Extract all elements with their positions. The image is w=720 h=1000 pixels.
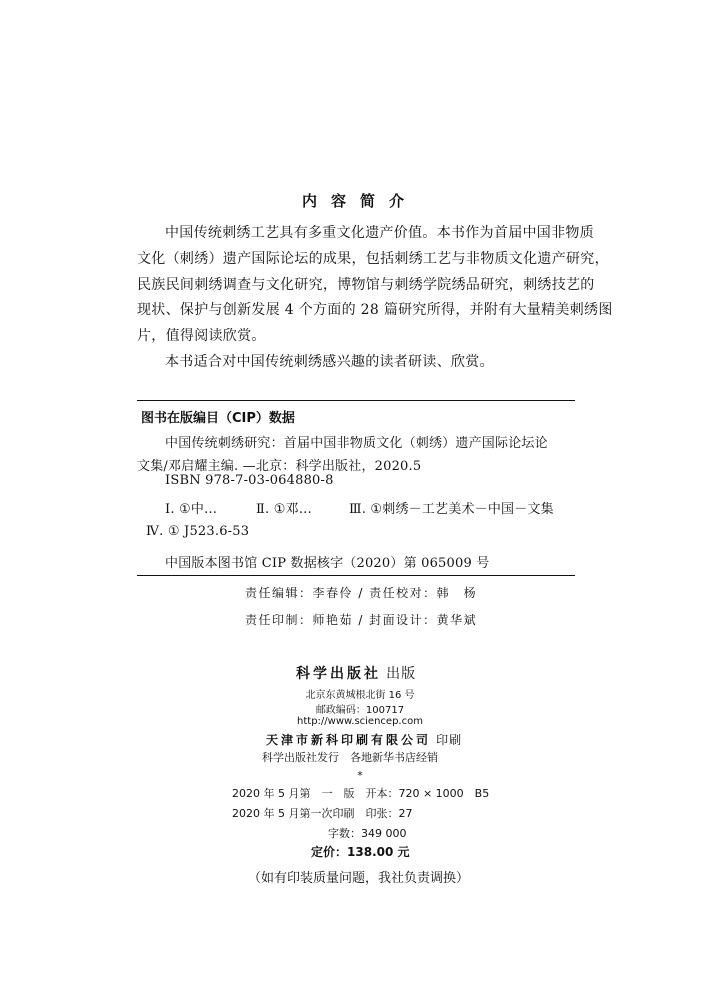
cip-title-line-2: 文集/邓启耀主编. —北京：科学出版社，2020.5 [137, 459, 422, 474]
distribution-line: 科学出版社发行 各地新华书店经销 [262, 751, 438, 764]
intro-title: 内容简介 [301, 192, 418, 210]
intro-paragraph-line-4: 现状、保护与创新发展 4 个方面的 28 篇研究所得，并附有大量精美刺绣图 [137, 302, 613, 318]
intro-paragraph-line-1: 中国传统刺绣工艺具有多重文化遗产价值。本书作为首届中国非物质 [165, 225, 594, 241]
edition-line: 2020 年 5 月第 一 版 开本：720 × 1000 B5 [232, 787, 490, 800]
separator-asterisk: * [357, 769, 363, 782]
publisher-address: 北京东黄城根北街 16 号 [305, 690, 415, 701]
printing-line: 2020 年 5 月第一次印刷 印张：27 [232, 807, 413, 820]
cip-heading: 图书在版编目（CIP）数据 [141, 411, 295, 426]
publisher-url: http://www.sciencep.com [297, 716, 423, 727]
price-value: 138.00 元 [347, 845, 410, 859]
printer-line [266, 729, 462, 748]
publisher-name-suffix: 出版 [386, 666, 417, 682]
cip-top-rule [137, 400, 575, 401]
printer-name: 天津市新科印刷有限公司 [266, 733, 432, 747]
cip-subject-2: Ⅱ. ①邓… [256, 502, 312, 517]
cip-isbn: ISBN 978-7-03-064880-8 [165, 473, 334, 488]
editor-proofreader-line: 责任编辑：李春伶 / 责任校对：韩 杨 [245, 586, 478, 600]
cip-classification: Ⅳ. ① J523.6-53 [146, 524, 250, 539]
price-line [311, 843, 410, 860]
cip-record-number: 中国版本图书馆 CIP 数据核字（2020）第 065009 号 [165, 556, 490, 571]
publisher-name: 科学出版社 [296, 666, 381, 682]
word-count-line: 字数：349 000 [328, 827, 407, 840]
publisher-postcode: 邮政编码：100717 [315, 705, 405, 716]
publisher-line [296, 663, 416, 683]
cip-title-line-1: 中国传统刺绣研究：首届中国非物质文化（刺绣）遗产国际论坛论 [165, 436, 548, 451]
cip-subject-1: Ⅰ. ①中… [165, 502, 218, 517]
intro-paragraph-line-5: 片，值得阅读欣赏。 [137, 328, 266, 344]
intro-paragraph-line-3: 民族民间刺绣调查与文化研究，博物馆与刺绣学院绣品研究，刺绣技艺的 [137, 277, 595, 293]
printer-suffix: 印刷 [436, 733, 463, 747]
price-label: 定价： [311, 845, 348, 859]
quality-notice: （如有印装质量问题，我社负责调换） [248, 871, 470, 886]
printing-cover-design-line: 责任印制：师艳茹 / 封面设计：黄华斌 [245, 613, 478, 627]
cip-subject-3: Ⅲ. ①刺绣－工艺美术－中国－文集 [349, 502, 554, 517]
intro-paragraph-line-2: 文化（刺绣）遗产国际论坛的成果，包括刺绣工艺与非物质文化遗产研究， [137, 251, 609, 267]
intro-paragraph-2: 本书适合对中国传统刺绣感兴趣的读者研读、欣赏。 [165, 354, 494, 370]
cip-bottom-rule [137, 575, 575, 576]
